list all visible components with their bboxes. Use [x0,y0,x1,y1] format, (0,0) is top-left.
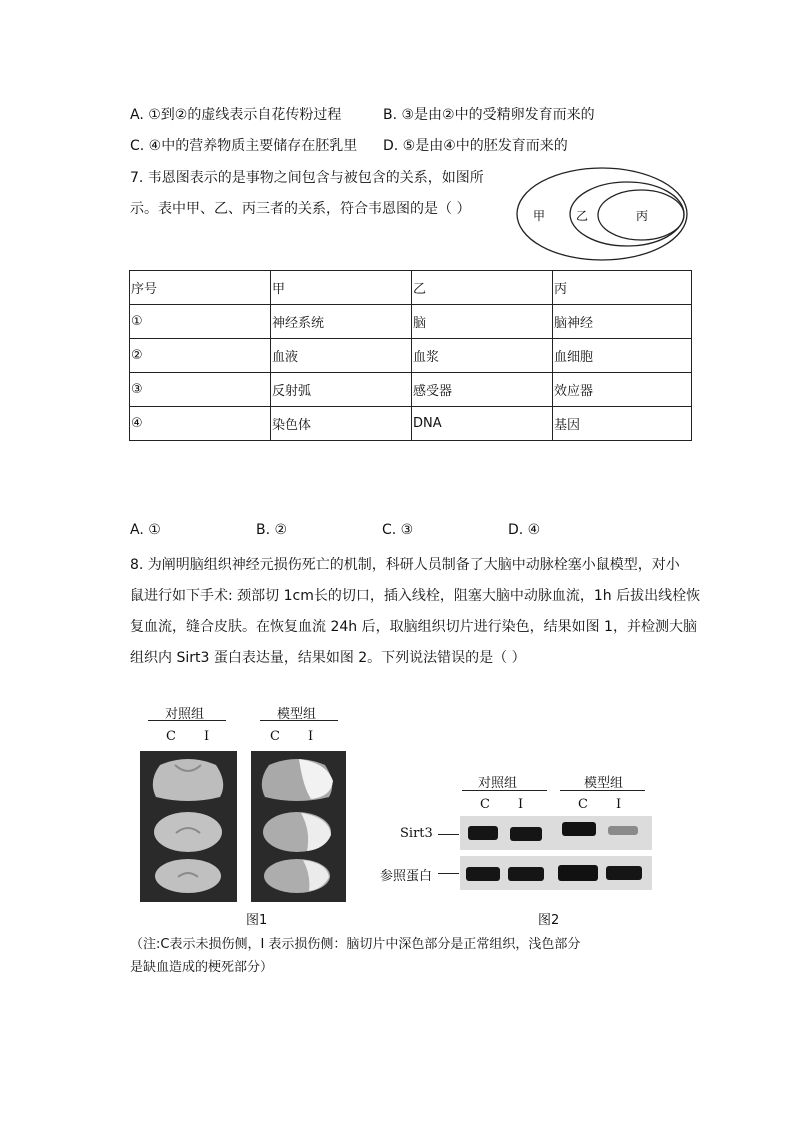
fig2-row-label-sirt3: Sirt3 [400,826,433,841]
venn-label-outer: 甲 [533,209,546,223]
table-cell: 血浆 [412,339,553,373]
table-header-row [130,271,692,305]
fig1-label-i-control: I [204,729,210,744]
q6-option-a: A. ①到②的虚线表示自花传粉过程 [130,107,342,123]
blot-band [606,866,642,880]
table-header-cell: 甲 [271,271,412,305]
fig1-group-model-label: 模型组 [277,707,317,722]
q8-stem-line3: 复血流，缝合皮肤。在恢复血流 24h 后，取脑组织切片进行染色，结果如图 1，并检测大脑 [130,619,697,635]
q8-stem-line1: 8. 为阐明脑组织神经元损伤死亡的机制，科研人员制备了大脑中动脉栓塞小鼠模型，对小 [130,557,680,573]
q6-option-b: B. ③是由②中的受精卵发育而来的 [383,107,595,123]
q8-stem-line4: 组织内 Sirt3 蛋白表达量，结果如图 2。下列说法错误的是（ ） [130,650,526,666]
blot-band [468,826,498,840]
brain-slice [154,812,222,852]
blot-band [558,865,598,881]
fig1-group-control-underline [148,720,226,721]
venn-label-middle: 乙 [576,209,589,223]
table-cell: 脑 [412,305,553,339]
fig2-label-c-model: C [578,797,588,812]
fig1-label-c-control: C [166,729,176,744]
fig1-caption: 图1 [246,913,268,928]
table-row [130,407,692,441]
q7-stem-line1: 7. 韦恩图表示的是事物之间包含与被包含的关系，如图所 [130,170,484,186]
venn-diagram [515,166,695,266]
blot-band [562,822,596,836]
fig1-control-brain-slices [140,751,237,902]
fig1-group-control-label: 对照组 [165,707,205,722]
table-cell: 神经系统 [271,305,412,339]
table-cell: 血细胞 [553,339,692,373]
fig1-label-c-model: C [270,729,280,744]
table-header-cell: 乙 [412,271,553,305]
table-row [130,305,692,339]
figure-note-line2: 是缺血造成的梗死部分） [130,960,274,975]
blot-band [608,826,638,835]
table-cell: ② [130,339,271,373]
q7-option-b: B. ② [256,522,288,538]
fig2-group-model-label: 模型组 [584,776,624,791]
table-row [130,373,692,407]
table-cell: DNA [412,407,553,441]
blot-band [508,867,544,881]
fig2-row-label-reference: 参照蛋白 [380,869,433,884]
table-cell: 染色体 [271,407,412,441]
q7-option-c: C. ③ [382,522,414,538]
table-header-cell: 丙 [553,271,692,305]
table-cell: ③ [130,373,271,407]
q7-stem-line2: 示。表中甲、乙、丙三者的关系，符合韦恩图的是（ ） [130,201,471,217]
q7-table [129,270,692,441]
table-row [130,339,692,373]
table-header-cell: 序号 [130,271,271,305]
table-cell: 血液 [271,339,412,373]
brain-slice [153,759,223,801]
blot-band [510,827,542,841]
fig2-group-control-label: 对照组 [478,776,518,791]
fig1-label-i-model: I [308,729,314,744]
q6-option-c: C. ④中的营养物质主要储存在胚乳里 [130,138,358,154]
venn-label-inner: 丙 [636,209,649,223]
fig2-group-model-underline [560,790,645,791]
q8-stem-line2: 鼠进行如下手术: 颈部切 1cm长的切口，插入线栓，阻塞大脑中动脉血流，1h 后拔出线栓恢 [130,588,701,604]
fig2-label-i-model: I [616,797,622,812]
fig2-reference-blot [460,856,652,890]
table-cell: 基因 [553,407,692,441]
table-cell: 脑神经 [553,305,692,339]
fig1-model-brain-slices [251,751,346,902]
fig2-group-control-underline [462,790,547,791]
q7-option-d: D. ④ [508,522,541,538]
fig2-sirt3-blot [460,816,652,850]
figure-note-line1: （注:C表示未损伤侧，I 表示损伤侧：脑切片中深色部分是正常组织，浅色部分 [130,937,581,952]
table-cell: ④ [130,407,271,441]
table-cell: ① [130,305,271,339]
fig2-label-c-control: C [480,797,490,812]
table-cell: 感受器 [412,373,553,407]
fig2-caption: 图2 [538,913,560,928]
fig2-label-i-control: I [518,797,524,812]
blot-band [466,867,500,881]
table-cell: 反射弧 [271,373,412,407]
fig2-row-pointer-reference [438,873,459,874]
fig1-group-model-underline [260,720,338,721]
fig2-row-pointer-sirt3 [438,834,459,835]
q7-option-a: A. ① [130,522,161,538]
brain-slice [155,859,221,893]
q6-option-d: D. ⑤是由④中的胚发育而来的 [383,138,568,154]
table-cell: 效应器 [553,373,692,407]
